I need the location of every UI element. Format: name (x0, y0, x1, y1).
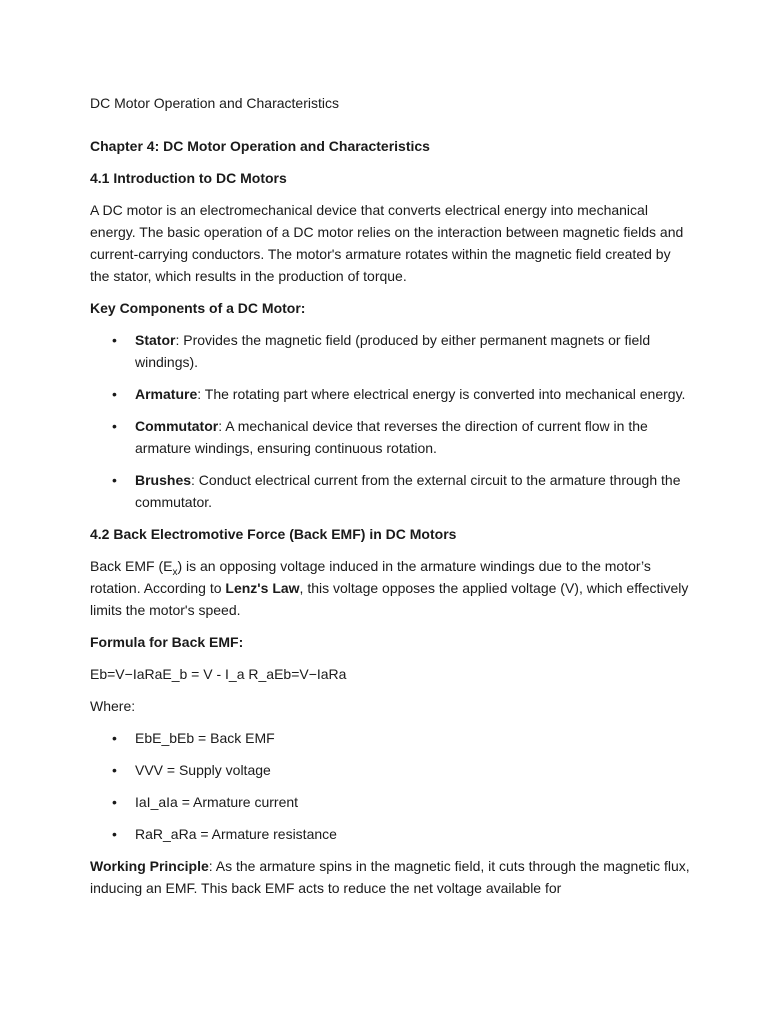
where-label: Where: (90, 698, 136, 714)
list-item-stator (90, 329, 690, 373)
variable-ia: IaI_aIa = Armature current (135, 794, 299, 810)
back-emf-text-1: Back EMF (E (90, 558, 173, 574)
list-item-brushes (90, 469, 690, 513)
desc-brushes: : Conduct electrical current from the external circuit to the armature through the commutator. (135, 472, 681, 510)
term-armature: Armature (135, 386, 198, 402)
key-components-list (90, 329, 690, 513)
bullet-icon: • (112, 794, 117, 810)
document-title: DC Motor Operation and Characteristics (90, 95, 339, 111)
intro-paragraph: A DC motor is an electromechanical device that converts electrical energy into mechanical energy. The basic operation of a DC motor relies on the interaction between magnetic fields and current-carrying conductors. The motor's armature rotates within the magnetic field created by the stator, which results in the production of torque. (90, 202, 684, 284)
bullet-icon: • (112, 762, 117, 778)
bullet-icon: • (112, 332, 117, 348)
desc-stator: : Provides the magnetic field (produced by either permanent magnets or field windings). (135, 332, 651, 370)
section-heading-4-2: 4.2 Back Electromotive Force (Back EMF) in DC Motors (90, 526, 457, 542)
back-emf-text-3: , this voltage opposes the applied voltage (V), which effectively limits the motor's speed. (90, 580, 689, 618)
bullet-icon: • (112, 472, 117, 488)
variable-v: VVV = Supply voltage (135, 762, 271, 778)
working-principle-text: : As the armature spins in the magnetic field, it cuts through the magnetic flux, inducing an EMF. This back EMF acts to reduce the net voltage available for (90, 858, 690, 896)
list-item-v (90, 759, 690, 781)
desc-armature: : The rotating part where electrical energy is converted into mechanical energy. (197, 386, 686, 402)
working-principle-paragraph (90, 855, 690, 899)
list-item-ra (90, 823, 690, 845)
working-principle-label: Working Principle (90, 858, 209, 874)
bullet-icon: • (112, 386, 117, 402)
document-body (90, 92, 690, 909)
list-item-commutator (90, 415, 690, 459)
term-commutator: Commutator (135, 418, 219, 434)
key-components-heading: Key Components of a DC Motor: (90, 300, 306, 316)
bullet-icon: • (112, 730, 117, 746)
list-item-ia (90, 791, 690, 813)
variable-eb: EbE_bEb = Back EMF (135, 730, 275, 746)
lenz-law-term: Lenz's Law (225, 580, 300, 596)
formula-heading: Formula for Back EMF: (90, 634, 244, 650)
section-heading-4-1: 4.1 Introduction to DC Motors (90, 170, 287, 186)
formula-variables-list (90, 727, 690, 845)
back-emf-text-2: ) is an opposing voltage induced in the armature windings due to the motor’s rotation. According to (90, 558, 651, 596)
back-emf-paragraph (90, 555, 690, 621)
list-item-eb (90, 727, 690, 749)
term-brushes: Brushes (135, 472, 192, 488)
bullet-icon: • (112, 826, 117, 842)
back-emf-subscript: x (172, 566, 178, 578)
chapter-heading: Chapter 4: DC Motor Operation and Characteristics (90, 138, 430, 154)
formula-equation: Eb=V−IaRaE_b = V - I_a R_aEb=V−IaRa (90, 666, 347, 682)
list-item-armature (90, 383, 690, 405)
variable-ra: RaR_aRa = Armature resistance (135, 826, 337, 842)
desc-commutator: : A mechanical device that reverses the direction of current flow in the armature windings, ensuring continuous rotation. (135, 418, 648, 456)
term-stator: Stator (135, 332, 176, 348)
bullet-icon: • (112, 418, 117, 434)
